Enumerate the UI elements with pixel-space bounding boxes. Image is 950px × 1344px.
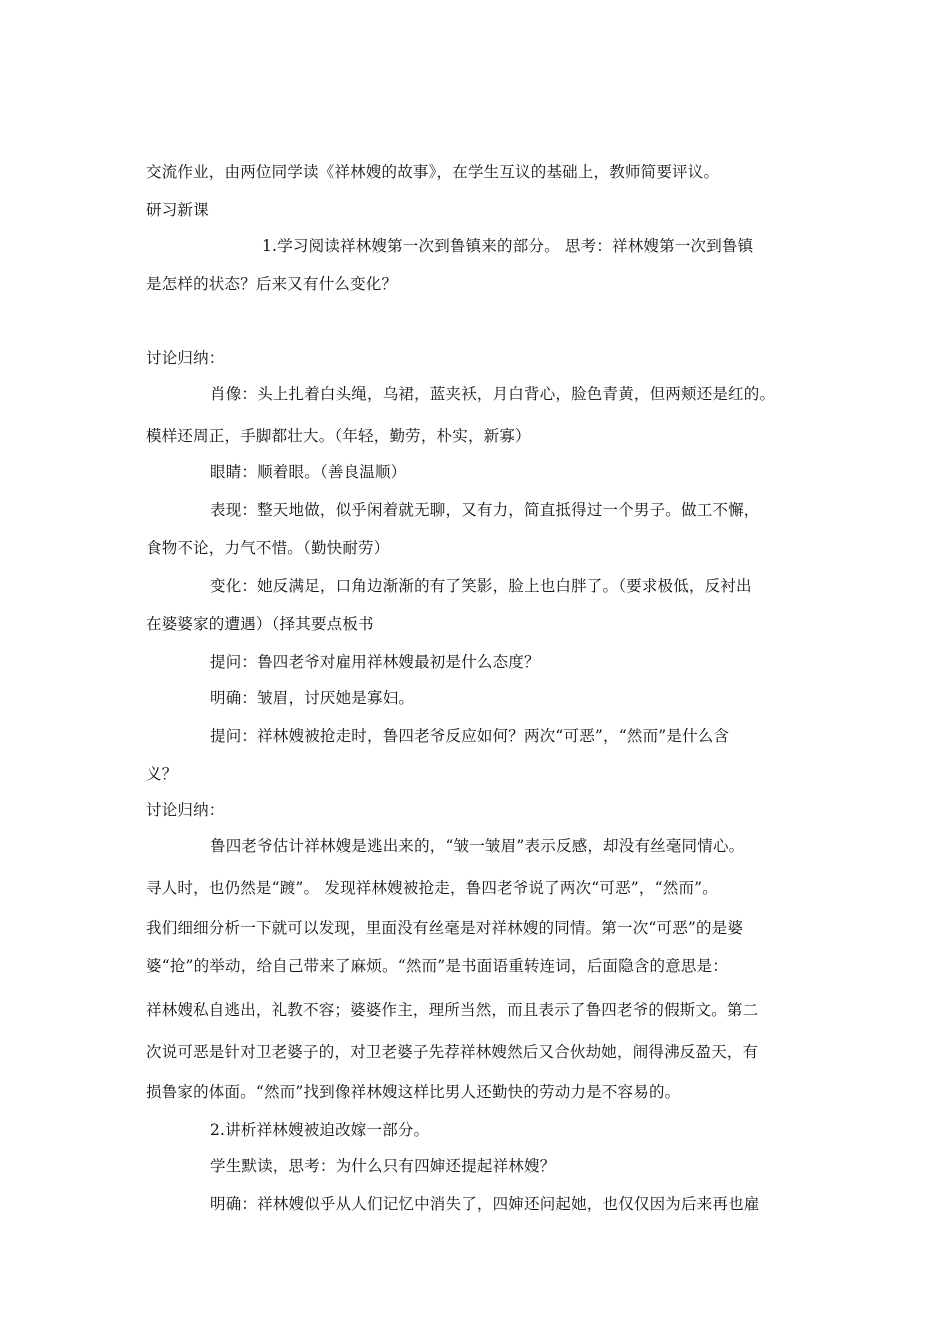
text-line: 在婆婆家的遭遇）（择其要点板书 [146, 615, 374, 633]
text-line: 眼睛：顺着眼。（善良温顺） [210, 463, 407, 481]
text-line: 损鲁家的体面。“然而”找到像祥林嫂这样比男人还勤快的劳动力是不容易的。 [146, 1083, 681, 1101]
text-line: 肖像：头上扎着白头绳，乌裙，蓝夹袄，月白背心，脸色青黄，但两颊还是红的。 [210, 385, 776, 403]
text-line: 交流作业，由两位同学读《祥林嫂的故事》，在学生互议的基础上，教师简要评议。 [146, 163, 720, 181]
text-line: 明确：皱眉，讨厌她是寡妇。 [210, 689, 415, 707]
text-line: 提问：祥林嫂被抢走时，鲁四老爷反应如何？两次“可恶”，“然而”是什么含 [210, 727, 730, 745]
text-line: 2.讲析祥林嫂被迫改嫁一部分。 [210, 1121, 430, 1139]
text-line: 我们细细分析一下就可以发现，里面没有丝毫是对祥林嫂的同情。第一次“可恶”的是婆 [146, 919, 744, 937]
text-line: 变化：她反满足，口角边渐渐的有了笑影，脸上也白胖了。（要求极低，反衬出 [210, 577, 752, 595]
text-line: 讨论归纳： [146, 349, 225, 367]
text-line: 讨论归纳： [146, 801, 225, 819]
text-line: 次说可恶是针对卫老婆子的，对卫老婆子先荐祥林嫂然后又合伙劫她，闹得沸反盈天，有 [146, 1043, 759, 1061]
text-line: 婆“抢”的举动，给自己带来了麻烦。“然而”是书面语重转连词，后面隐含的意思是： [146, 957, 728, 975]
text-line: 模样还周正，手脚都壮大。（年轻，勤劳，朴实，新寡） [146, 427, 531, 445]
text-line: 义？ [146, 765, 178, 783]
text-line: 学生默读，思考：为什么只有四婶还提起祥林嫂？ [210, 1157, 556, 1175]
text-line: 明确：祥林嫂似乎从人们记忆中消失了，四婶还问起她，也仅仅因为后来再也雇 [210, 1195, 760, 1213]
section-heading: 研习新课 [146, 201, 209, 219]
text-line: 食物不论，力气不惜。（勤快耐劳） [146, 539, 390, 557]
text-line: 寻人时，也仍然是“踱”。 发现祥林嫂被抢走，鲁四老爷说了两次“可恶”，“然而”。 [146, 879, 718, 897]
text-line: 是怎样的状态？后来又有什么变化？ [146, 275, 398, 293]
text-line: 表现：整天地做，似乎闲着就无聊，又有力，简直抵得过一个男子。做工不懈， [210, 501, 760, 519]
text-line: 提问：鲁四老爷对雇用祥林嫂最初是什么态度？ [210, 653, 540, 671]
text-line: 鲁四老爷估计祥林嫂是逃出来的，“皱一皱眉”表示反感，却没有丝毫同情心。 [210, 837, 745, 855]
text-line: 1.学习阅读祥林嫂第一次到鲁镇来的部分。 思考：祥林嫂第一次到鲁镇 [262, 237, 754, 255]
text-line: 祥林嫂私自逃出，礼教不容；婆婆作主，理所当然，而且表示了鲁四老爷的假斯文。第二 [146, 1001, 759, 1019]
